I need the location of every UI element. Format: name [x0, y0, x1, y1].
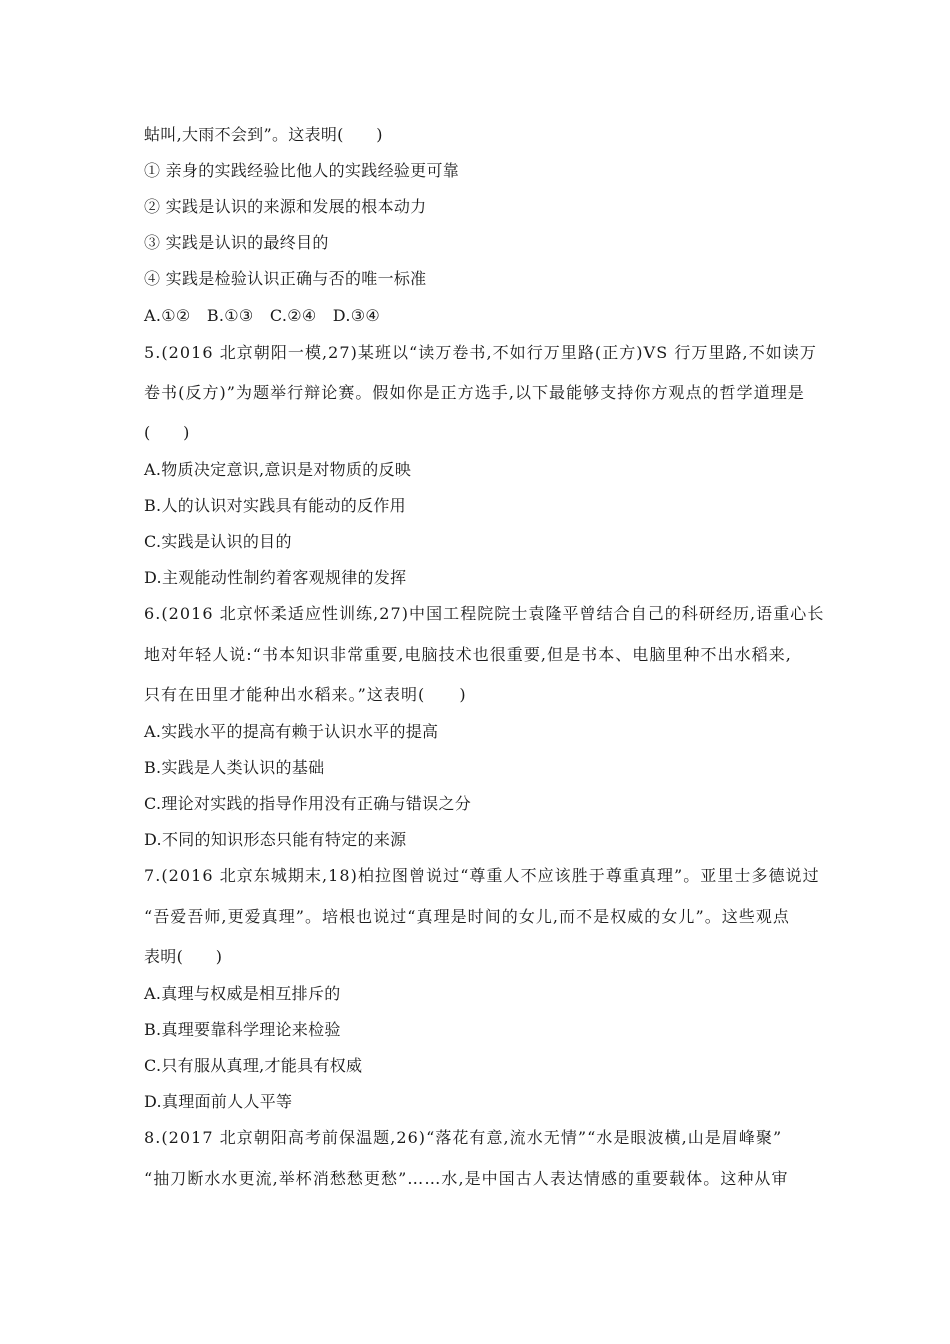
choice-d: D.真理面前人人平等: [144, 1092, 293, 1111]
option-4: ④ 实践是检验认识正确与否的唯一标准: [144, 269, 427, 288]
choice-b: B.人的认识对实践具有能动的反作用: [144, 496, 406, 515]
choice-a: A.实践水平的提高有赖于认识水平的提高: [144, 722, 439, 741]
choice-d: D.主观能动性制约着客观规律的发挥: [144, 568, 407, 587]
choice-b: B.真理要靠科学理论来检验: [144, 1020, 341, 1039]
question-8-stem: “抽刀断水水更流,举杯消愁愁更愁”……水,是中国古人表达情感的重要载体。这种从审: [144, 1169, 789, 1188]
question-7-stem: “吾爱吾师,更爱真理”。培根也说过“真理是时间的女儿,而不是权威的女儿”。这些观点: [144, 907, 790, 926]
choice-c: C.只有服从真理,才能具有权威: [144, 1056, 363, 1075]
option-1: ① 亲身的实践经验比他人的实践经验更可靠: [144, 161, 460, 180]
choice-a: A.物质决定意识,意识是对物质的反映: [144, 460, 412, 479]
question-7-stem: 表明( ): [144, 947, 223, 966]
option-3: ③ 实践是认识的最终目的: [144, 233, 329, 252]
choice-c: C.实践是认识的目的: [144, 532, 292, 551]
question-6-stem: 地对年轻人说:“书本知识非常重要,电脑技术也很重要,但是书本、电脑里种不出水稻来,: [144, 645, 792, 664]
question-5-stem: 5.(2016 北京朝阳一模,27)某班以“读万卷书,不如行万里路(正方)VS 行万里路,不如读万: [144, 343, 817, 362]
question-7-stem: 7.(2016 北京东城期末,18)柏拉图曾说过“尊重人不应该胜于尊重真理”。亚里士多德说过: [144, 866, 820, 885]
choice-c: C.理论对实践的指导作用没有正确与错误之分: [144, 794, 472, 813]
question-5-stem: ( ): [144, 423, 190, 442]
question-5-stem: 卷书(反方)”为题举行辩论赛。假如你是正方选手,以下最能够支持你方观点的哲学道理是: [144, 383, 805, 402]
choice-d: D.不同的知识形态只能有特定的来源: [144, 830, 407, 849]
question-6-stem: 6.(2016 北京怀柔适应性训练,27)中国工程院院士袁隆平曾结合自己的科研经历,语重心长: [144, 604, 825, 623]
question-6-stem: 只有在田里才能种出水稻来。”这表明( ): [144, 685, 467, 704]
text-line: 蛄叫,大雨不会到”。这表明( ): [144, 125, 383, 144]
choice-a: A.真理与权威是相互排斥的: [144, 984, 341, 1003]
choice-b: B.实践是人类认识的基础: [144, 758, 325, 777]
option-2: ② 实践是认识的来源和发展的根本动力: [144, 197, 427, 216]
answer-choices: A.①② B.①③ C.②④ D.③④: [144, 306, 381, 325]
question-8-stem: 8.(2017 北京朝阳高考前保温题,26)“落花有意,流水无情”“水是眼波横,山是眉峰聚”: [144, 1128, 783, 1147]
